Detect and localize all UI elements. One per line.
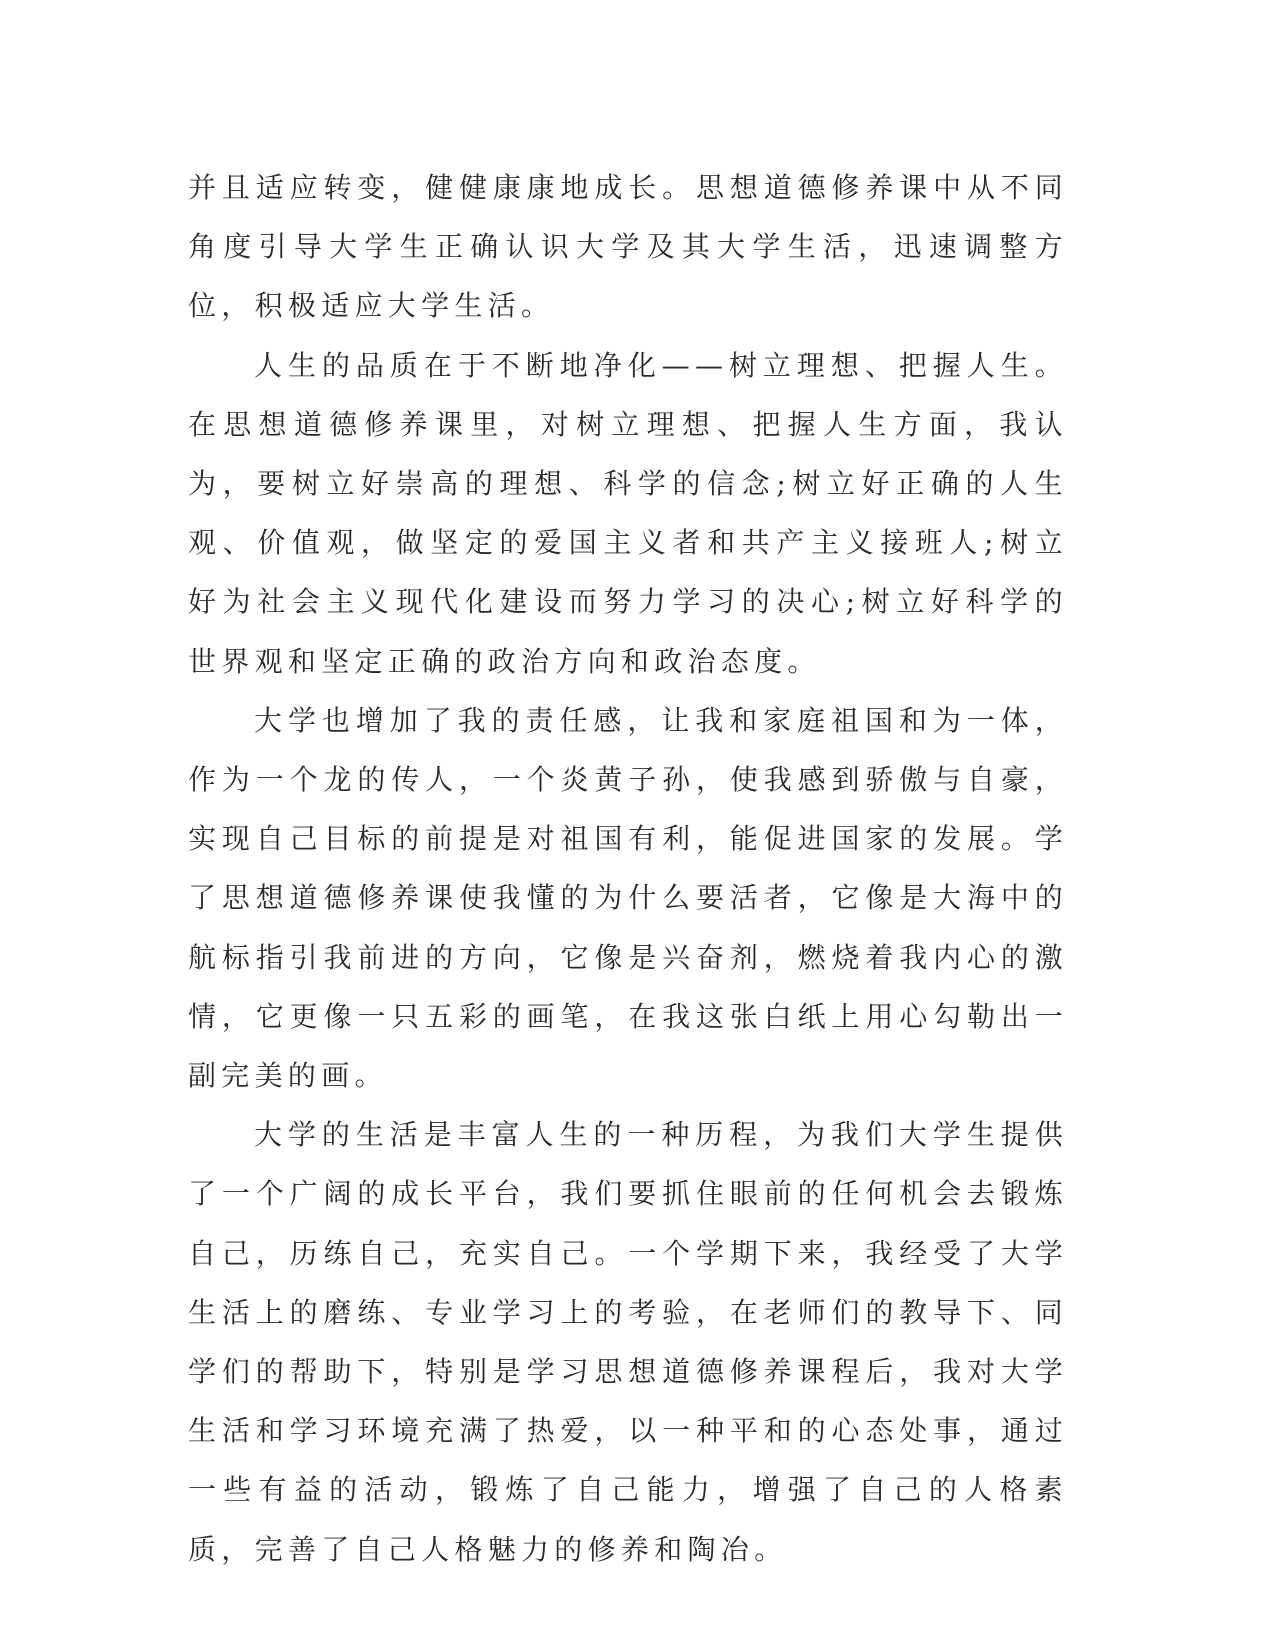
document-body [188,158,1068,1579]
paragraph-university-life: 大学的生活是丰富人生的一种历程，为我们大学生提供了一个广阔的成长平台，我们要抓住眼前的任何机会去锻炼自己，历练自己，充实自己。一个学期下来，我经受了大学生活上的磨练、专业学习上的考验，在老师们的教导下、同学们的帮助下，特别是学习思想道德修养课程后，我对大学生活和学习环境充满了热爱，以一种平和的心态处事，通过一些有益的活动，锻炼了自己能力，增强了自己的人格素质，完善了自己人格魅力的修养和陶冶。 [188,1118,1068,1566]
paragraph-responsibility: 大学也增加了我的责任感，让我和家庭祖国和为一体，作为一个龙的传人，一个炎黄子孙，使我感到骄傲与自豪，实现自己目标的前提是对祖国有利，能促进国家的发展。学了思想道德修养课使我懂的为什么要活者，它像是大海中的航标指引我前进的方向，它像是兴奋剂，燃烧着我内心的激情，它更像一只五彩的画笔，在我这张白纸上用心勾勒出一副完美的画。 [188,703,1068,1093]
paragraph-ideals: 人生的品质在于不断地净化——树立理想、把握人生。在思想道德修养课里，对树立理想、把握人生方面，我认为，要树立好崇高的理想、科学的信念;树立好正确的人生观、价值观，做坚定的爱国主义者和共产主义接班人;树立好为社会主义现代化建设而努力学习的决心;树立好科学的世界观和坚定正确的政治方向和政治态度。 [188,348,1068,678]
paragraph-continuation: 并且适应转变，健健康康地成长。思想道德修养课中从不同角度引导大学生正确认识大学及其大学生活，迅速调整方位，积极适应大学生活。 [188,171,1068,323]
